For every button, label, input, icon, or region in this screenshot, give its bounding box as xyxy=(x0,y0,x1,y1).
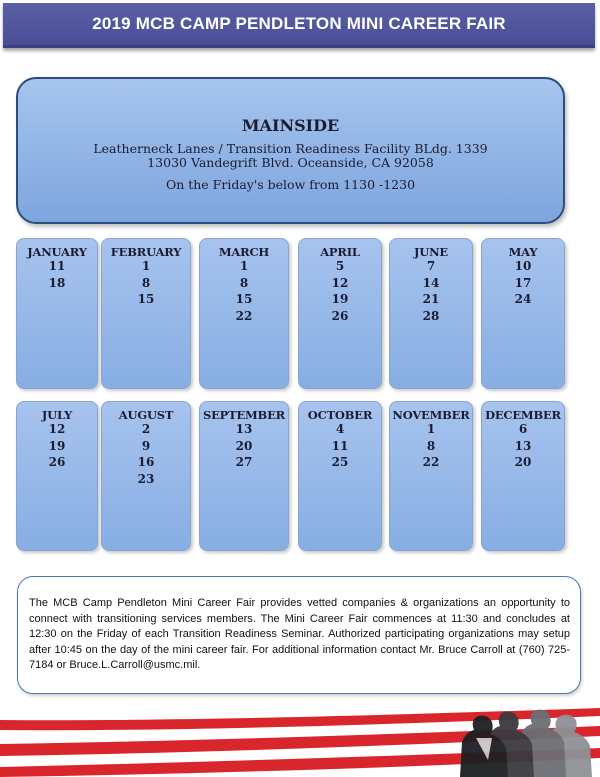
date-item: 12 xyxy=(48,422,66,436)
date-item: 12 xyxy=(331,275,349,290)
month-box-october xyxy=(298,401,382,551)
date-item: 16 xyxy=(137,455,155,469)
month-name: NOVEMBER xyxy=(392,408,470,422)
date-item: 14 xyxy=(422,275,440,290)
title-banner xyxy=(3,3,595,48)
month-box-june xyxy=(389,238,473,389)
month-name: FEBRUARY xyxy=(110,245,182,259)
date-item: 11 xyxy=(331,438,349,453)
month-box-may xyxy=(481,238,565,389)
page-title: 2019 MCB CAMP PENDLETON MINI CAREER FAIR xyxy=(92,14,506,33)
info-paragraph: The MCB Camp Pendleton Mini Career Fair provides vetted companies & organizations an opportunity to connect with transitioning services members. The Mini Career Fair commences at 11:30 and concludes at 12:30 on the Friday of each Transition Readiness Seminar. Authorized participating organizations may setup after 10:45 on the day of the mini career fair. For additional information contact Mr. Bruce Carroll at (760) 725-7184 or Bruce.L.Carroll@usmc.mil. xyxy=(29,597,570,672)
month-name: JULY xyxy=(41,408,73,422)
location-title: MAINSIDE xyxy=(241,116,340,135)
month-name: JANUARY xyxy=(27,245,87,259)
month-name: APRIL xyxy=(320,245,360,259)
date-item: 1 xyxy=(141,259,151,273)
month-box-november xyxy=(389,401,473,551)
month-dates xyxy=(17,421,97,471)
date-item: 1 xyxy=(239,259,249,273)
date-item: 28 xyxy=(422,308,440,323)
month-dates xyxy=(482,421,564,471)
month-dates xyxy=(102,258,190,308)
month-dates xyxy=(102,421,190,487)
date-item: 15 xyxy=(235,292,253,306)
footer-decoration xyxy=(0,700,600,777)
month-dates xyxy=(390,258,472,324)
date-item: 8 xyxy=(426,438,436,453)
date-item: 7 xyxy=(426,259,436,273)
date-item: 8 xyxy=(141,275,151,290)
date-item: 13 xyxy=(235,422,253,436)
date-item: 17 xyxy=(514,275,532,290)
month-box-july xyxy=(16,401,98,551)
date-item: 22 xyxy=(235,308,253,323)
date-item: 21 xyxy=(422,292,440,306)
date-item: 25 xyxy=(331,455,349,469)
date-item: 9 xyxy=(141,438,151,453)
schedule-time: On the Friday's below from 1130 -1230 xyxy=(165,177,416,192)
marine-silhouettes-icon xyxy=(460,710,592,777)
month-name: OCTOBER xyxy=(307,408,373,422)
date-item: 23 xyxy=(137,471,155,486)
date-item: 10 xyxy=(514,259,532,273)
date-item: 20 xyxy=(235,438,253,453)
month-name: DECEMBER xyxy=(485,408,561,422)
month-dates xyxy=(482,258,564,308)
location-address-line-2: 13030 Vandegrift Blvd. Oceanside, CA 92058 xyxy=(147,155,434,170)
date-item: 6 xyxy=(518,422,528,436)
date-item: 11 xyxy=(48,259,66,273)
date-item: 15 xyxy=(137,292,155,306)
date-item: 24 xyxy=(514,292,532,306)
date-item: 1 xyxy=(426,422,436,436)
month-dates xyxy=(299,421,381,471)
month-name: JUNE xyxy=(414,245,448,259)
month-box-april xyxy=(298,238,382,389)
date-item: 27 xyxy=(235,455,253,469)
month-dates xyxy=(299,258,381,324)
month-box-december xyxy=(481,401,565,551)
month-box-september xyxy=(199,401,289,551)
date-item: 4 xyxy=(335,422,345,436)
month-box-february xyxy=(101,238,191,389)
month-box-march xyxy=(199,238,289,389)
date-item: 26 xyxy=(331,308,349,323)
date-item: 22 xyxy=(422,455,440,469)
month-box-august xyxy=(101,401,191,551)
month-name: SEPTEMBER xyxy=(202,408,285,422)
mainside-location-box xyxy=(16,77,565,224)
month-dates xyxy=(200,258,288,324)
month-dates xyxy=(200,421,288,471)
date-item: 18 xyxy=(48,275,66,290)
date-item: 19 xyxy=(48,438,66,453)
date-item: 26 xyxy=(48,455,66,469)
info-box xyxy=(17,576,581,694)
date-item: 13 xyxy=(514,438,532,453)
date-item: 2 xyxy=(141,422,151,436)
date-item: 8 xyxy=(239,275,249,290)
date-item: 19 xyxy=(331,292,349,306)
date-item: 5 xyxy=(335,259,345,273)
month-dates xyxy=(17,258,97,291)
location-address-line-1: Leatherneck Lanes / Transition Readiness Facility BLdg. 1339 xyxy=(93,141,488,156)
month-name: MAY xyxy=(508,245,538,259)
month-box-january xyxy=(16,238,98,389)
month-name: AUGUST xyxy=(118,408,174,422)
month-dates xyxy=(390,421,472,471)
month-name: MARCH xyxy=(218,245,270,259)
date-item: 20 xyxy=(514,455,532,469)
